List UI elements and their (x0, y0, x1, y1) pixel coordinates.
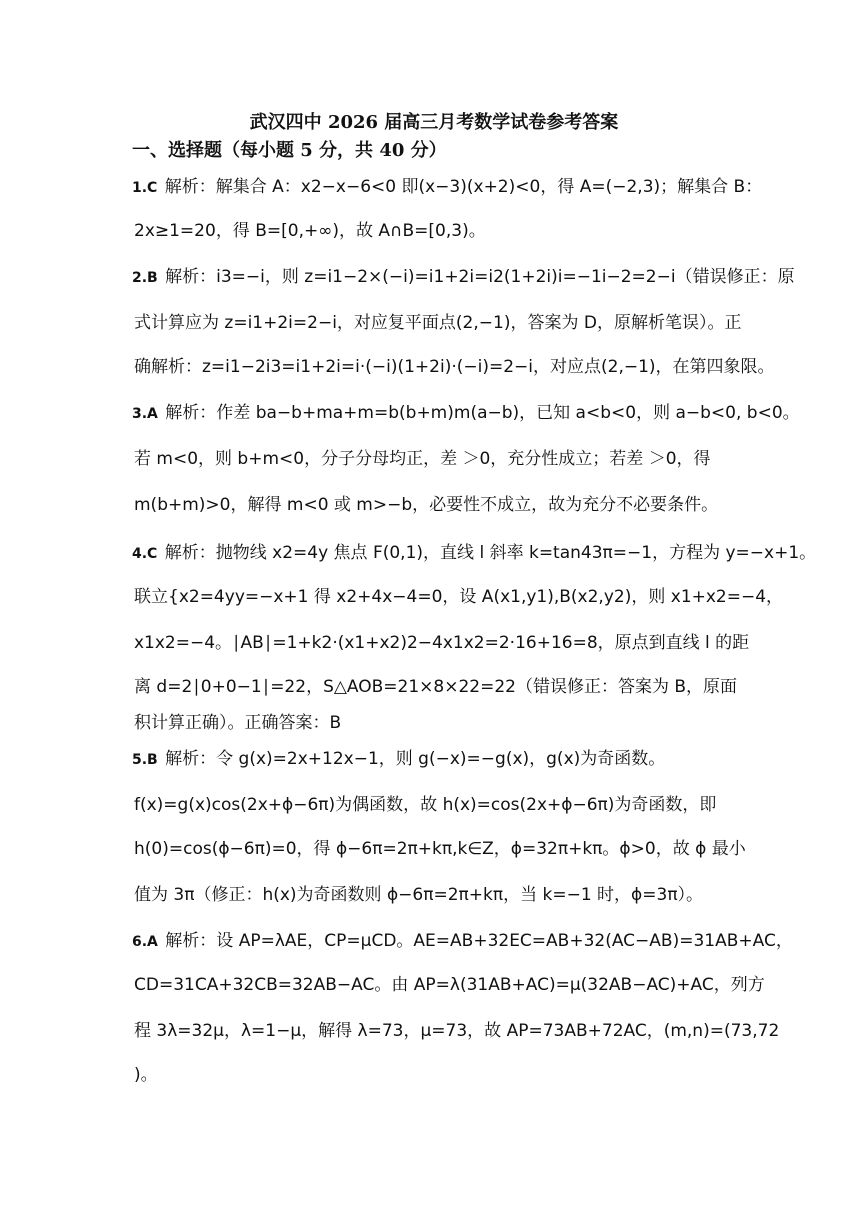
line-text: 程 3λ=32μ，λ=1−μ，解得 λ=73，μ=73，故 AP=73AB+72AC，(m,n)=(73,72 (134, 1021, 780, 1041)
line-text: 若 m<0，则 b+m<0，分子分母均正，差 ＞0，充分性成立；若差 ＞0，得 (134, 449, 711, 469)
section-heading: 一、选择题（每小题 5 分，共 40 分） (132, 140, 447, 161)
line-text: 解析：i3=−i，则 z=i1−2×(−i)=i1+2i=i2(1+2i)i=−1i−2=2−i（错误修正：原 (159, 267, 795, 287)
line-text: CD=31CA+32CB=32AB−AC。由 AP=λ(31AB+AC)=μ(32AB−AC)+AC，列方 (134, 975, 765, 995)
line-text: 联立{x2=4yy=−x+1 得 x2+4x−4=0，设 A(x1,y1),B(x2,y2)，则 x1+x2=−4， (134, 587, 784, 607)
question-number: 1.C (132, 180, 158, 196)
question-number: 3.A (132, 406, 158, 422)
line-text: x1x2=−4。∣AB∣=1+k2·(x1+x2)2−4x1x2=2·16+16=8，原点到直线 l 的距 (134, 633, 750, 653)
text-line (132, 582, 784, 607)
text-line (132, 262, 795, 287)
line-text: 解析：设 AP=λAE，CP=μCD。AE=AB+32EC=AB+32(AC−AB)=31AB+AC， (159, 931, 793, 951)
line-text: 解析：解集合 A：x2−x−6<0 即(x−3)(x+2)<0，得 A=(−2,3)；解集合 B： (159, 177, 763, 197)
text-line (132, 172, 763, 197)
line-text: 解析：令 g(x)=2x+12x−1，则 g(−x)=−g(x)，g(x)为奇函数。 (159, 749, 666, 769)
text-line (132, 490, 742, 515)
text-line (132, 352, 775, 377)
line-text: h(0)=cos(ϕ−6π)=0，得 ϕ−6π=2π+kπ,k∈Z，ϕ=32π+kπ。ϕ>0，故 ϕ 最小 (134, 839, 746, 859)
question-number: 5.B (132, 752, 158, 768)
question-number: 2.B (132, 270, 158, 286)
text-line (132, 538, 817, 563)
line-text: 确解析：z=i1−2i3=i1+2i=i·(−i)(1+2i)·(−i)=2−i，对应点(2,−1)，在第四象限。 (134, 357, 775, 377)
text-line (132, 1060, 742, 1085)
line-text: 解析：抛物线 x2=4y 焦点 F(0,1)，直线 l 斜率 k=tan43π=−1，方程为 y=−x+1。 (159, 543, 817, 563)
text-line (132, 398, 800, 423)
text-line (132, 216, 742, 241)
text-line (132, 444, 742, 469)
text-line (132, 880, 742, 905)
question-number: 6.A (132, 934, 158, 950)
line-text: f(x)=g(x)cos(2x+ϕ−6π)为偶函数，故 h(x)=cos(2x+ϕ−6π)为奇函数，即 (134, 795, 717, 815)
text-line (132, 834, 746, 859)
text-line (132, 926, 793, 951)
text-line (132, 970, 765, 995)
line-text: 积计算正确）。正确答案：B (134, 713, 342, 733)
text-line (132, 628, 750, 653)
line-text: 2x≥1=20，得 B=[0,+∞)，故 A∩B=[0,3)。 (134, 221, 486, 241)
question-number: 4.C (132, 546, 158, 562)
text-line (132, 1016, 780, 1041)
line-text: 式计算应为 z=i1+2i=2−i，对应复平面点(2,−1)，答案为 D，原解析笔误）。正 (134, 313, 742, 333)
text-line (132, 308, 742, 333)
line-text: 解析：作差 ba−b+ma+m=b(b+m)m(a−b)，已知 a<b<0，则 a−b<0, b<0。 (159, 403, 800, 423)
line-text: 值为 3π（修正：h(x)为奇函数则 ϕ−6π=2π+kπ，当 k=−1 时，ϕ=3π）。 (134, 885, 704, 905)
text-line (132, 744, 742, 769)
document-title: 武汉四中 2026 届高三月考数学试卷参考答案 (249, 112, 619, 133)
line-text: )。 (134, 1065, 158, 1085)
line-text: m(b+m)>0，解得 m<0 或 m>−b，必要性不成立，故为充分不必要条件。 (134, 495, 719, 515)
text-line (132, 790, 742, 815)
line-text: 离 d=2∣0+0−1∣=22，S△AOB=21×8×22=22（错误修正：答案为 B，原面 (134, 677, 738, 697)
text-line (132, 708, 742, 733)
text-line (132, 672, 742, 697)
